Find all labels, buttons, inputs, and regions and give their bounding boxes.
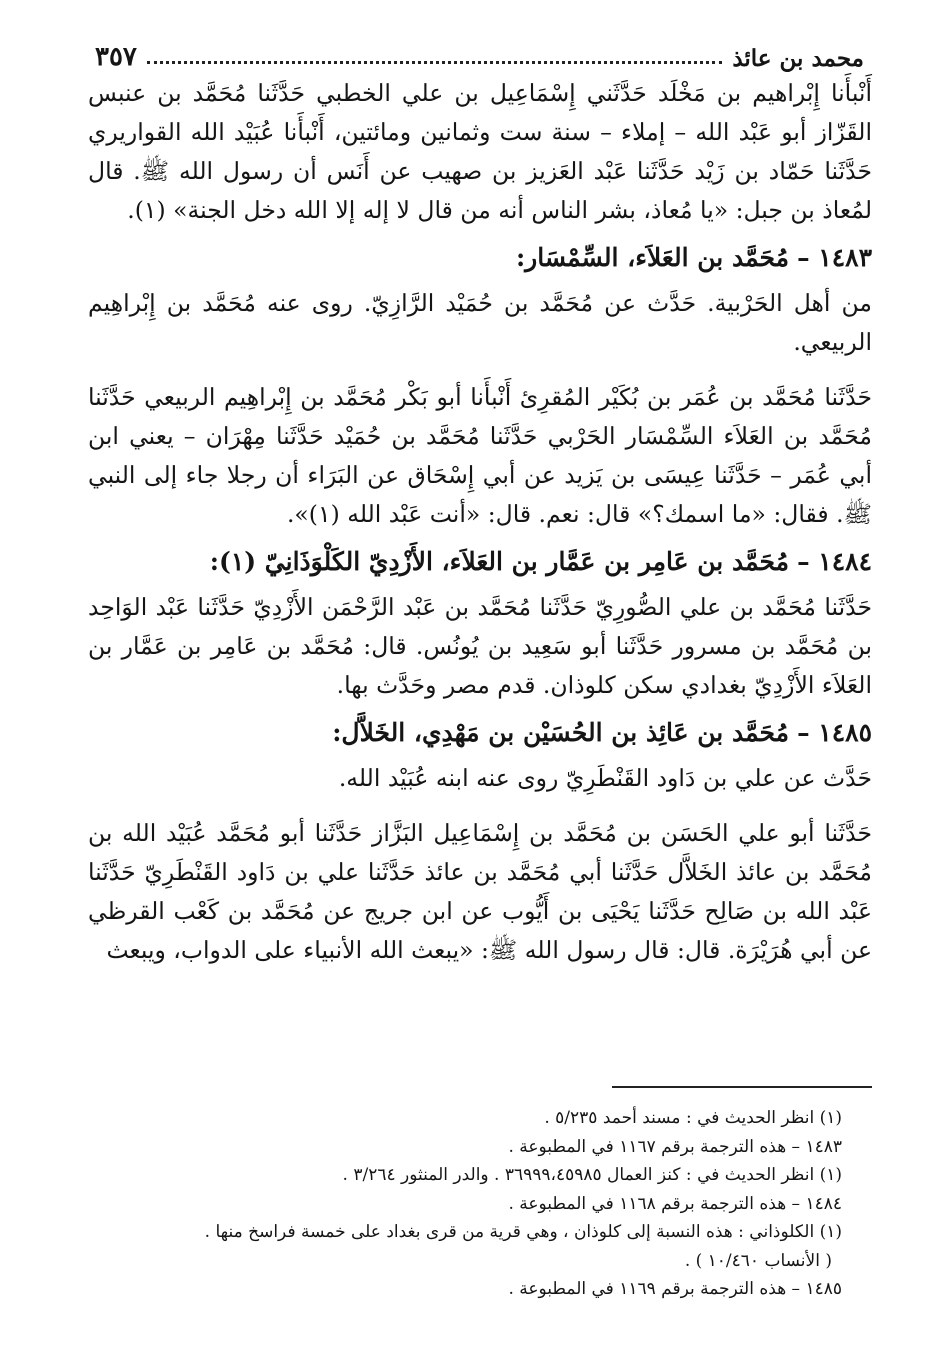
page-header: [95, 32, 864, 72]
footnote-divider: [612, 1086, 872, 1088]
paragraph-hadith-1483: حَدَّثَنا مُحَمَّد بن عُمَر بن بُكَيْر المُقرِئ أَنْبأَنا أبو بَكْر مُحَمَّد بن إِبْراهِيم الربيعي حَدَّثَنا مُحَمَّد بن العَلاَء السِّمْسَار الحَرْبي حَدَّثَنا مُحَمَّد بن حُمَيْد حَدَّثَنا مِهْرَان – يعني ابن أبي عُمَر – حَدَّثَنا عِيسَى بن يَزيد عن أبي إِسْحَاق عن البَرَاء أن رجلا جاء إلى النبي ﷺ. فقال: «ما اسمك؟» قال: نعم. قال: «أنت عَبْد الله (١)».: [88, 383, 872, 528]
paragraph-hadith-1485: حَدَّثَنا أبو علي الحَسَن بن مُحَمَّد بن إِسْمَاعِيل البَزَّاز حَدَّثَنا أبو مُحَمَّد عُبَيْد الله بن مُحَمَّد بن عائذ الخَلاَّل حَدَّثَنا أبي مُحَمَّد بن عائذ حَدَّثَنا علي بن دَاود القَنْطَرِيّ حَدَّثَنا عَبْد الله بن صَالِح حَدَّثَنا يَحْيَى بن أَيُّوب عن ابن جريج عن مُحَمَّد بن كَعْب القرظي عن أبي هُرَيْرَة. قال: قال رسول الله ﷺ: «يبعث الله الأنبياء على الدواب، ويبعث: [88, 819, 872, 964]
footnote-continuation: ( الأنساب ١٠/٤٦٠ ) .: [684, 1250, 832, 1271]
running-title: محمد بن عائذ: [732, 45, 864, 72]
footnote: (١) انظر الحديث في : مسند أحمد ٥/٢٣٥ .: [544, 1108, 842, 1128]
page-number: ٣٥٧: [95, 42, 137, 72]
entry-heading-1483: [88, 238, 872, 278]
entry-number: ١٤٨٣ –: [797, 243, 872, 272]
entry-name: مُحَمَّد بن عَامِر بن عَمَّار بن العَلاَء، الأَزْدِيّ الكَلْوَذَانِيّ (١):: [209, 547, 790, 576]
entry-number: ١٤٨٥ –: [797, 718, 872, 747]
paragraph-bio-1484: حَدَّثَنا مُحَمَّد بن علي الصُّورِيّ حَدَّثَنا مُحَمَّد بن عَبْد الرَّحْمَن الأَزْدِيّ حَدَّثَنا عَبْد الوَاحِد بن مُحَمَّد بن مسرور حَدَّثَنا أبو سَعِيد بن يُونُس. قال: مُحَمَّد بن عَامِر بن عَمَّار بن العَلاَء الأَزْدِيّ بغدادي سكن كلوذان. قدم مصر وحَدَّث بها.: [88, 593, 872, 699]
entry-name: مُحَمَّد بن العَلاَء، السِّمْسَار:: [515, 243, 790, 272]
paragraph-hadith-1: أَنْبأَنا إِبْراهيم بن مَخْلَد حَدَّثَني إِسْمَاعِيل بن علي الخطبي حَدَّثَنا مُحَمَّد بن عنبس القَزّاز أبو عَبْد الله – إملاء – سنة ست وثمانين ومائتين، أَنْبأَنا عُبَيْد الله القواريري حَدَّثَنا حَمّاد بن زَيْد حَدَّثَنا عَبْد العَزيز بن صهيب عن أَنَس أن رسول الله ﷺ. قال لمُعاذ بن جبل: «يا مُعاذ، بشر الناس أنه من قال لا إله إلا الله دخل الجنة» (١).: [88, 79, 872, 224]
paragraph-bio-1485: حَدَّث عن علي بن دَاود القَنْطَرِيّ روى عنه ابنه عُبَيْد الله.: [338, 764, 872, 792]
entry-name: مُحَمَّد بن عَائِذ بن الحُسَيْن بن مَهْدِي، الخَلاَّل:: [332, 718, 790, 747]
footnotes: [88, 1104, 872, 1304]
entry-heading-1485: [88, 713, 872, 753]
entry-number: ١٤٨٤ –: [797, 547, 872, 576]
footnote: (١) الكلوذاني : هذه النسبة إلى كلوذان ، وهي قرية من قرى بغداد على خمسة فراسخ منها .: [204, 1222, 842, 1242]
footnote: ١٤٨٤ – هذه الترجمة برقم ١١٦٨ في المطبوعة .: [508, 1193, 842, 1214]
main-text: [88, 74, 872, 970]
dotted-leader: [147, 61, 722, 64]
footnote: ١٤٨٥ – هذه الترجمة برقم ١١٦٩ في المطبوعة .: [508, 1279, 842, 1299]
footnote: (١) انظر الحديث في : كنز العمال ٣٦٩٩٩،٤٥٩٨٥ . والدر المنثور ٣/٢٦٤ .: [342, 1165, 842, 1185]
footnote: ١٤٨٣ – هذه الترجمة برقم ١١٦٧ في المطبوعة .: [508, 1136, 842, 1157]
paragraph-bio-1483: من أهل الحَرْبية. حَدَّث عن مُحَمَّد بن حُمَيْد الرَّازِيّ. روى عنه مُحَمَّد بن إِبْراهِيم الربيعي.: [88, 289, 872, 356]
entry-heading-1484: [88, 542, 872, 582]
